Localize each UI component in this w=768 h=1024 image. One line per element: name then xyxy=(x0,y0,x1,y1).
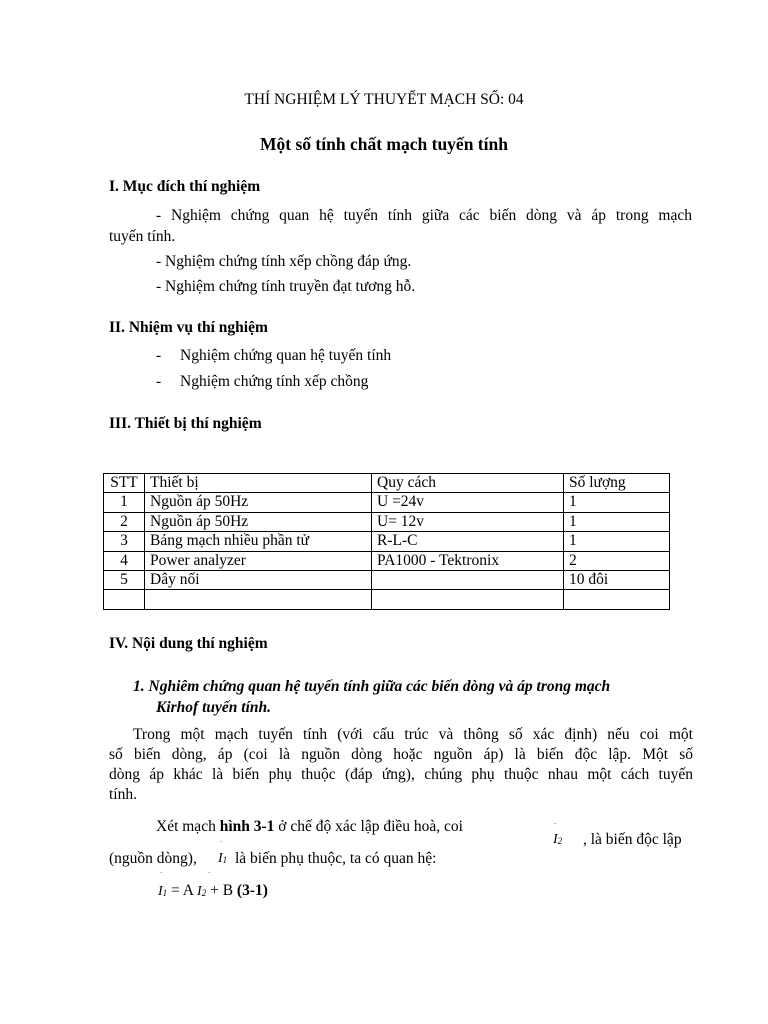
document-header: THÍ NGHIỆM LÝ THUYẾT MẠCH SỐ: 04 xyxy=(244,91,524,108)
section-1-item-1-line-1: - Nghiệm chứng quan hệ tuyến tính giữa các biến dòng và áp trong mạch xyxy=(156,207,692,224)
table-cell: Power analyzer xyxy=(145,551,372,570)
section-1-heading: I. Mục đích thí nghiệm xyxy=(109,178,261,195)
section-1-item-2: - Nghiệm chứng tính xếp chồng đáp ứng. xyxy=(156,253,412,270)
paragraph-1-line-1: Trong một mạch tuyến tính (với cấu trúc và thông số xác định) nếu coi một xyxy=(133,726,693,743)
section-1-item-1-line-2: tuyến tính. xyxy=(109,228,176,245)
table-cell: 2 xyxy=(564,551,670,570)
section-3-heading: III. Thiết bị thí nghiệm xyxy=(109,415,262,432)
current-subscript: 2 xyxy=(201,888,207,898)
table-cell: Dây nối xyxy=(145,570,372,589)
section-2-heading: II. Nhiệm vụ thí nghiệm xyxy=(109,319,268,336)
phasor-dot: · xyxy=(554,820,557,828)
section-1-item-3: - Nghiệm chứng tính truyền đạt tương hỗ. xyxy=(156,278,416,295)
section-4-heading: IV. Nội dung thí nghiệm xyxy=(109,635,268,652)
table-cell: U= 12v xyxy=(372,512,564,531)
table-cell: 4 xyxy=(104,551,145,570)
current-symbol: I xyxy=(158,884,163,899)
phasor-dot: · xyxy=(220,838,223,846)
paragraph-2-line-1-end: , là biến độc lập xyxy=(583,831,682,848)
subsection-1-title-line-1: 1. Nghiêm chứng quan hệ tuyến tính giữa các biến dòng và áp trong mạch xyxy=(133,678,611,695)
paragraph-2-text: Xét mạch xyxy=(156,818,220,835)
table-cell: PA1000 - Tektronix xyxy=(372,551,564,570)
equation-reference: (3-1) xyxy=(236,882,268,899)
equipment-table xyxy=(103,473,670,610)
table-row xyxy=(104,493,670,512)
paragraph-1-line-2: số biến dòng, áp (coi là nguồn dòng hoặc nguồn áp) là biến độc lập. Một số xyxy=(109,746,693,763)
table-cell xyxy=(104,590,145,609)
subsection-1-title-line-2: Kirhof tuyến tính. xyxy=(156,699,271,716)
equation-text: = A xyxy=(167,882,198,899)
table-header-row xyxy=(104,474,670,493)
bullet-dash: - xyxy=(156,347,162,364)
table-cell: Nguồn áp 50Hz xyxy=(145,493,372,512)
table-row xyxy=(104,551,670,570)
current-symbol: I xyxy=(218,851,223,866)
table-cell: Bảng mạch nhiều phần tử xyxy=(145,532,372,551)
phasor-dot: · xyxy=(160,869,163,877)
table-cell xyxy=(372,590,564,609)
current-i1-symbol xyxy=(218,851,227,867)
current-symbol: I xyxy=(553,832,558,847)
table-cell: 1 xyxy=(564,532,670,551)
table-cell: U =24v xyxy=(372,493,564,512)
header-cell-quantity: Số lượng xyxy=(564,474,670,493)
table-cell: 2 xyxy=(104,512,145,531)
table-cell xyxy=(372,570,564,589)
header-cell-spec: Quy cách xyxy=(372,474,564,493)
equation-text: + B xyxy=(206,882,237,899)
table-cell: 1 xyxy=(564,493,670,512)
table-cell: 1 xyxy=(564,512,670,531)
paragraph-1-line-4: tính. xyxy=(109,786,137,803)
table-cell: R-L-C xyxy=(372,532,564,551)
paragraph-2-line-1 xyxy=(156,818,463,836)
current-subscript: 1 xyxy=(222,855,228,865)
table-row xyxy=(104,532,670,551)
table-cell xyxy=(564,590,670,609)
paragraph-2-line-2-end: là biến phụ thuộc, ta có quan hệ: xyxy=(235,850,437,867)
header-cell-stt: STT xyxy=(104,474,145,493)
table-row xyxy=(104,570,670,589)
table-cell: 3 xyxy=(104,532,145,551)
current-symbol: I xyxy=(197,884,202,899)
section-2-item-2: Nghiệm chứng tính xếp chồng xyxy=(180,373,369,390)
table-cell: Nguồn áp 50Hz xyxy=(145,512,372,531)
table-row xyxy=(104,512,670,531)
table-cell xyxy=(145,590,372,609)
current-i2-symbol xyxy=(553,832,562,848)
table-row xyxy=(104,590,670,609)
table-cell: 10 đôi xyxy=(564,570,670,589)
current-subscript: 2 xyxy=(557,836,563,846)
current-subscript: 1 xyxy=(162,888,168,898)
phasor-dot: · xyxy=(208,869,211,877)
paragraph-1-line-3: dòng áp khác là biến phụ thuộc (đáp ứng), chúng phụ thuộc nhau một cách tuyến xyxy=(109,766,693,783)
bullet-dash: - xyxy=(156,373,162,390)
header-cell-device: Thiết bị xyxy=(145,474,372,493)
document-title: Một số tính chất mạch tuyến tính xyxy=(260,134,508,154)
table-cell: 5 xyxy=(104,570,145,589)
equation-3-1 xyxy=(158,882,268,900)
table-cell: 1 xyxy=(104,493,145,512)
paragraph-2-line-2-start: (nguồn dòng), xyxy=(109,850,197,867)
paragraph-2-text: ở chế độ xác lập điều hoà, coi xyxy=(274,818,463,835)
section-2-item-1: Nghiệm chứng quan hệ tuyến tính xyxy=(180,347,392,364)
figure-reference: hình 3-1 xyxy=(219,818,275,835)
